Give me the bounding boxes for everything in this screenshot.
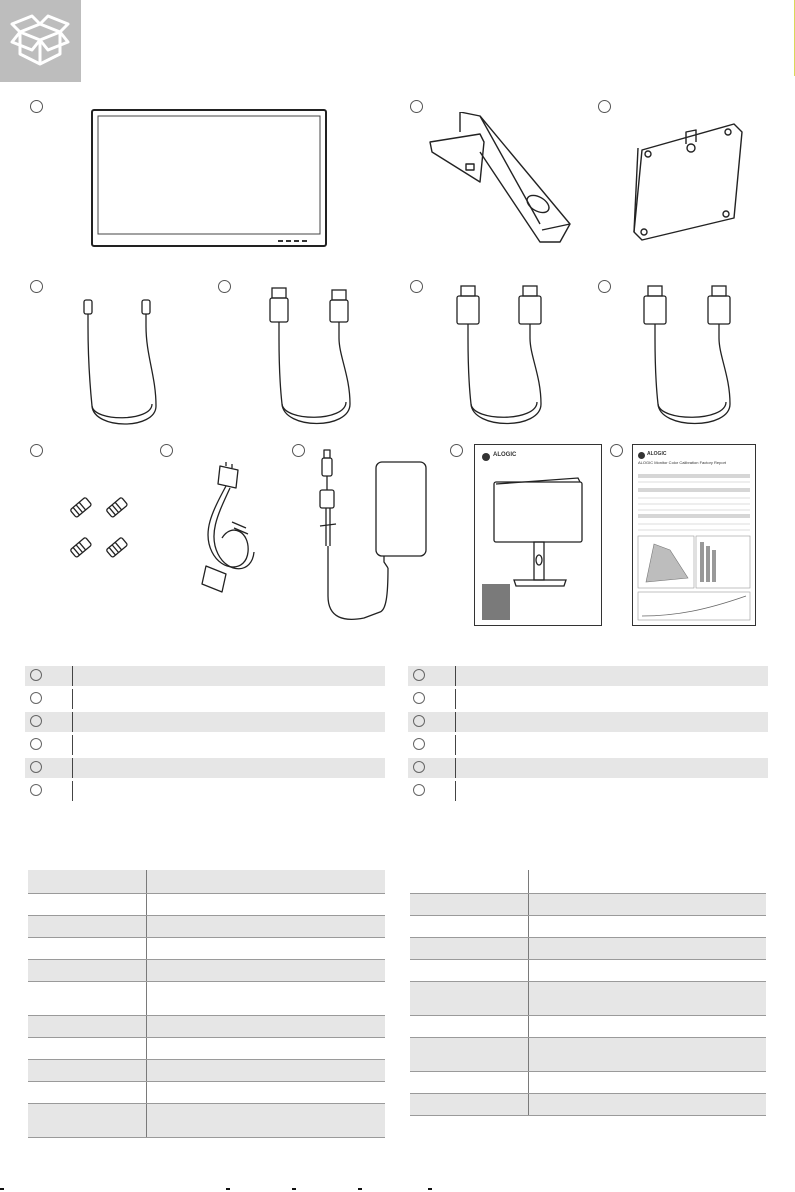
displayport-to-hdmi-cable-icon: [455, 284, 551, 430]
legend-row: [25, 758, 385, 778]
spec-row: [28, 870, 385, 894]
spec-divider: [528, 938, 529, 960]
spec-row: [410, 894, 766, 916]
spec-divider: [146, 1104, 147, 1138]
spec-row: [410, 1072, 766, 1094]
hdmi-cable-icon: [642, 284, 738, 430]
spec-divider: [146, 960, 147, 982]
legend-row: [25, 712, 385, 732]
spec-divider: [146, 894, 147, 916]
spec-divider: [528, 894, 529, 916]
item-number-marker-12: [610, 444, 623, 457]
footer-mark: [428, 1188, 432, 1190]
legend-divider: [455, 712, 456, 732]
spec-divider: [528, 982, 529, 1016]
power-adapter-icon: [314, 446, 434, 628]
item-number-marker-11: [450, 444, 463, 457]
item-number-marker-8: [30, 444, 43, 457]
spec-row: [410, 1038, 766, 1072]
legend-divider: [72, 735, 73, 755]
legend-row: [408, 781, 768, 801]
spec-row: [28, 1060, 385, 1082]
legend-number-marker: [413, 761, 425, 773]
legend-divider: [72, 689, 73, 709]
spec-divider: [146, 938, 147, 960]
brand-logo-icon: [482, 453, 490, 461]
spec-row: [28, 1038, 385, 1060]
brand-logo-icon: [638, 452, 645, 459]
legend-divider: [455, 781, 456, 801]
usb-a-to-b-cable-icon: [266, 286, 362, 430]
legend-number-marker: [30, 761, 42, 773]
spec-divider: [528, 1016, 529, 1038]
footer-mark: [226, 1188, 230, 1190]
legend-row: [25, 781, 385, 801]
legend-divider: [72, 712, 73, 732]
spec-row-rule: [410, 1115, 766, 1116]
spec-divider: [528, 1094, 529, 1116]
spec-divider: [146, 1060, 147, 1082]
legend-number-marker: [413, 738, 425, 750]
legend-row: [408, 735, 768, 755]
monitor-panel-icon: [90, 108, 330, 250]
spec-divider: [146, 1016, 147, 1038]
legend-number-marker: [30, 669, 42, 681]
spec-row: [410, 982, 766, 1016]
usb-c-cable-icon: [80, 296, 172, 431]
item-number-marker-10: [292, 444, 305, 457]
spec-divider: [146, 982, 147, 1016]
legend-number-marker: [30, 715, 42, 727]
legend-row: [408, 712, 768, 732]
legend-divider: [72, 666, 73, 686]
open-box-icon: [0, 0, 81, 82]
legend-row: [408, 666, 768, 686]
legend-divider: [455, 735, 456, 755]
spec-row: [28, 960, 385, 982]
legend-divider: [455, 666, 456, 686]
legend-row: [25, 735, 385, 755]
spec-row: [28, 1082, 385, 1104]
footer-mark: [0, 1188, 4, 1190]
legend-row: [408, 689, 768, 709]
legend-divider: [455, 758, 456, 778]
item-number-marker-3: [598, 100, 611, 113]
power-cord-icon: [192, 462, 262, 596]
spec-row: [28, 916, 385, 938]
report-brand-label: ALOGIC: [647, 451, 667, 457]
spec-divider: [146, 1082, 147, 1104]
item-number-marker-6: [410, 280, 423, 293]
legend-number-marker: [413, 715, 425, 727]
stand-base-icon: [630, 118, 748, 244]
item-number-marker-1: [30, 100, 43, 113]
spec-row: [410, 1016, 766, 1038]
spec-divider: [528, 916, 529, 938]
spec-divider: [146, 1038, 147, 1060]
item-number-marker-7: [598, 280, 611, 293]
legend-row: [25, 689, 385, 709]
spec-divider: [146, 916, 147, 938]
legend-row: [408, 758, 768, 778]
item-number-marker-9: [160, 444, 173, 457]
header-badge: [0, 0, 81, 82]
spec-row: [410, 1094, 766, 1116]
screws-icon: [66, 496, 142, 564]
legend-divider: [72, 781, 73, 801]
guide-info-block: [482, 584, 510, 620]
legend-number-marker: [413, 669, 425, 681]
footer-mark: [292, 1188, 296, 1190]
legend-divider: [72, 758, 73, 778]
spec-row: [28, 938, 385, 960]
spec-row: [410, 870, 766, 894]
spec-row: [410, 938, 766, 960]
footer-mark: [358, 1188, 362, 1190]
spec-divider: [528, 960, 529, 982]
legend-number-marker: [413, 784, 425, 796]
item-number-marker-4: [30, 280, 43, 293]
legend-number-marker: [413, 692, 425, 704]
spec-divider: [146, 870, 147, 894]
spec-row: [410, 960, 766, 982]
legend-number-marker: [30, 738, 42, 750]
guide-brand-label: ALOGIC: [493, 452, 517, 458]
report-title: ALOGIC Monitor Color Calibration Factory Report: [638, 460, 727, 465]
spec-row-rule: [28, 1137, 385, 1138]
spec-divider: [528, 870, 529, 894]
spec-divider: [528, 1038, 529, 1072]
legend-number-marker: [30, 784, 42, 796]
spec-row: [28, 1016, 385, 1038]
legend-number-marker: [30, 692, 42, 704]
spec-row: [410, 916, 766, 938]
item-number-marker-5: [218, 280, 231, 293]
stand-arm-icon: [420, 112, 580, 246]
legend-row: [25, 666, 385, 686]
spec-row: [28, 894, 385, 916]
spec-row: [28, 1104, 385, 1138]
legend-divider: [455, 689, 456, 709]
spec-divider: [528, 1072, 529, 1094]
spec-row: [28, 982, 385, 1016]
